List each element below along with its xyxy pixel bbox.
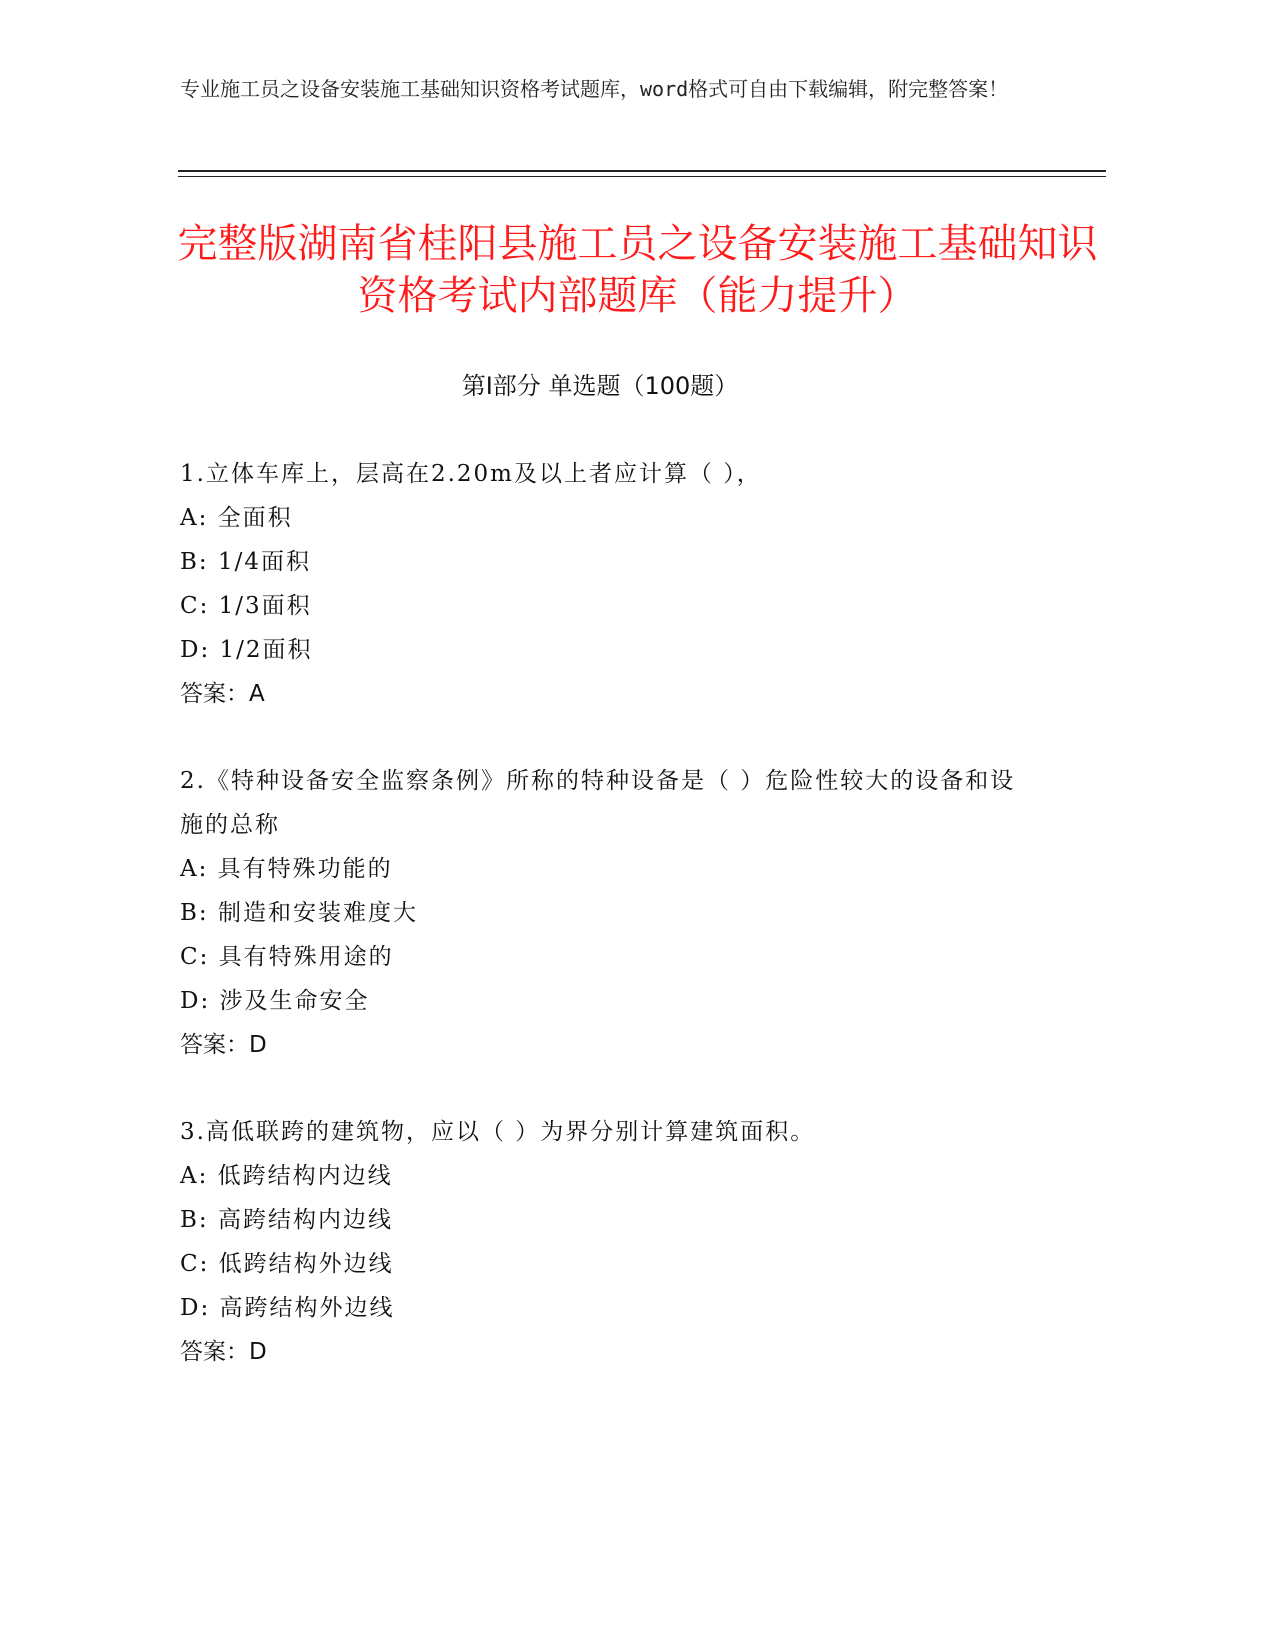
question-1 <box>180 452 1040 716</box>
question-list <box>180 452 1040 1417</box>
question-stem: 2.《特种设备安全监察条例》所称的特种设备是（ ）危险性较大的设备和设施的总称 <box>180 768 1016 838</box>
option-c: C: 1/3面积 <box>180 593 312 619</box>
header-note: 专业施工员之设备安装施工基础知识资格考试题库，word格式可自由下载编辑，附完整答案！ <box>180 77 1009 101</box>
option-d: D: 涉及生命安全 <box>180 988 370 1014</box>
answer: 答案：D <box>180 1339 267 1365</box>
option-a: A: 具有特殊功能的 <box>180 856 393 882</box>
section-title: 第I部分 单选题（100题） <box>461 372 739 400</box>
option-d: D: 1/2面积 <box>180 637 313 663</box>
question-stem: 1.立体车库上，层高在2.20m及以上者应计算（ ）， <box>180 461 762 487</box>
option-a: A: 全面积 <box>180 505 293 531</box>
option-b: B: 1/4面积 <box>180 549 311 575</box>
option-c: C: 具有特殊用途的 <box>180 944 394 970</box>
question-3 <box>180 1110 1040 1374</box>
option-b: B: 制造和安装难度大 <box>180 900 418 926</box>
question-stem: 3.高低联跨的建筑物，应以（ ）为界分别计算建筑面积。 <box>180 1119 816 1145</box>
document-title: 完整版湖南省桂阳县施工员之设备安装施工基础知识资格考试内部题库（能力提升） <box>177 221 1098 319</box>
question-2 <box>180 759 1040 1067</box>
header-divider-thin <box>178 176 1106 177</box>
answer: 答案：A <box>180 681 265 707</box>
option-c: C: 低跨结构外边线 <box>180 1251 394 1277</box>
answer: 答案：D <box>180 1032 267 1058</box>
option-b: B: 高跨结构内边线 <box>180 1207 393 1233</box>
option-d: D: 高跨结构外边线 <box>180 1295 395 1321</box>
option-a: A: 低跨结构内边线 <box>180 1163 393 1189</box>
header-divider <box>178 170 1106 172</box>
